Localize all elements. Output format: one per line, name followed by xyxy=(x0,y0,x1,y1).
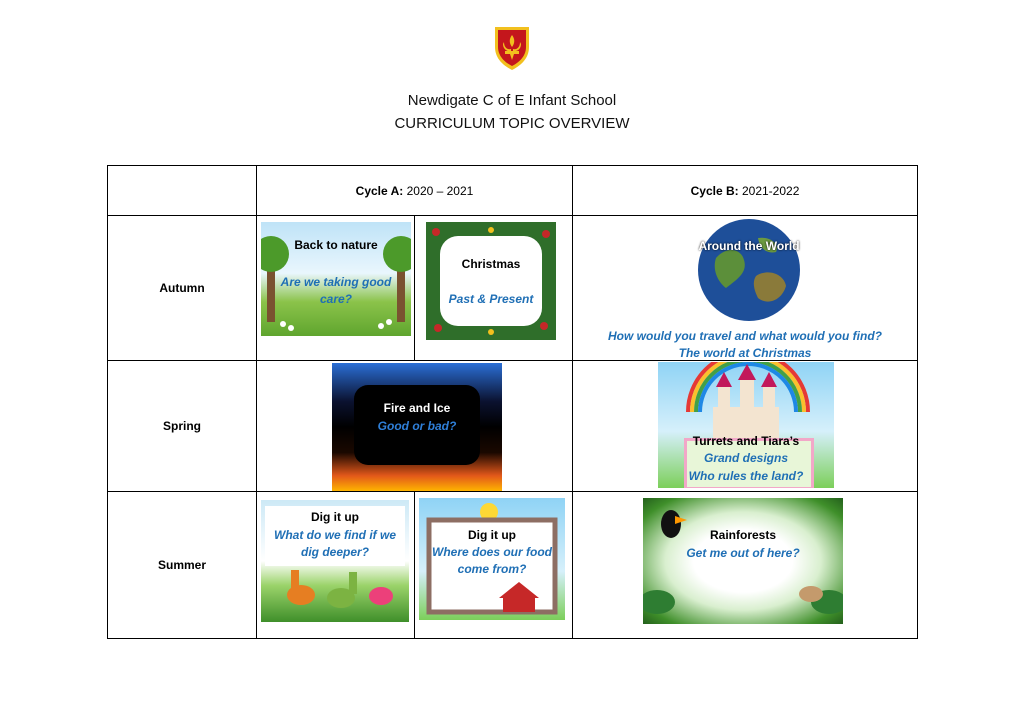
autumn-a-right xyxy=(415,216,572,360)
card-subtitle: Where does our food come from? xyxy=(432,545,552,576)
summer-cycle-b xyxy=(573,492,918,639)
card-subtitle: Get me out of here? xyxy=(686,546,800,560)
summer-a-left xyxy=(257,492,415,638)
topic-overview-table xyxy=(107,165,918,639)
cycle-a-header: Cycle A: 2020 – 2021 xyxy=(257,166,573,216)
rainforests-card xyxy=(643,498,843,624)
school-name: Newdigate C of E Infant School xyxy=(407,92,617,109)
autumn-label: Autumn xyxy=(108,216,257,361)
card-title: Fire and Ice xyxy=(383,401,451,415)
spring-cycle-b xyxy=(573,361,918,492)
autumn-row xyxy=(108,216,918,361)
card-title: Dig it up xyxy=(468,528,516,542)
card-subtitle-1: Grand designs xyxy=(703,451,789,465)
card-subtitle: Are we taking good care? xyxy=(280,275,392,306)
card-title: Christmas xyxy=(461,257,521,271)
summer-row xyxy=(108,492,918,639)
card-title: Back to nature xyxy=(294,238,378,252)
autumn-cycle-a xyxy=(257,216,573,361)
card-subtitle-2: Who rules the land? xyxy=(688,469,804,483)
cycle-b-header: Cycle B: 2021-2022 xyxy=(573,166,918,216)
christmas-card xyxy=(426,222,556,340)
summer-label: Summer xyxy=(108,492,257,639)
spring-label: Spring xyxy=(108,361,257,492)
holly-border-icon xyxy=(426,222,556,340)
card-subtitle: What do we find if we dig deeper? xyxy=(274,528,396,559)
around-the-world-card xyxy=(696,218,802,322)
cycle-b-autumn-caption-2: The world at Christmas xyxy=(678,346,812,360)
globe-icon xyxy=(696,218,802,322)
card-subtitle: Good or bad? xyxy=(377,419,457,433)
school-crest-icon xyxy=(493,25,531,71)
turrets-and-tiaras-card xyxy=(658,362,834,488)
cycle-b-autumn-caption-1: How would you travel and what would you find? xyxy=(608,329,882,343)
summer-a-right xyxy=(415,492,572,638)
back-to-nature-card xyxy=(261,222,411,336)
card-subtitle: Past & Present xyxy=(448,292,534,306)
card-title: Around the World xyxy=(698,239,800,253)
dig-it-up-food-card xyxy=(419,498,565,620)
summer-cycle-a xyxy=(257,492,573,639)
autumn-a-left xyxy=(257,216,415,360)
header-row xyxy=(108,166,918,216)
card-title: Rainforests xyxy=(709,528,777,542)
card-title: Turrets and Tiara’s xyxy=(692,434,800,448)
page-title: CURRICULUM TOPIC OVERVIEW xyxy=(394,115,630,132)
spring-row xyxy=(108,361,918,492)
dig-it-up-dinosaur-card xyxy=(261,500,409,622)
spring-cycle-a xyxy=(257,361,573,492)
fire-and-ice-card xyxy=(332,363,502,491)
autumn-cycle-b xyxy=(573,216,918,361)
corner-cell xyxy=(108,166,257,216)
card-title: Dig it up xyxy=(311,510,359,524)
